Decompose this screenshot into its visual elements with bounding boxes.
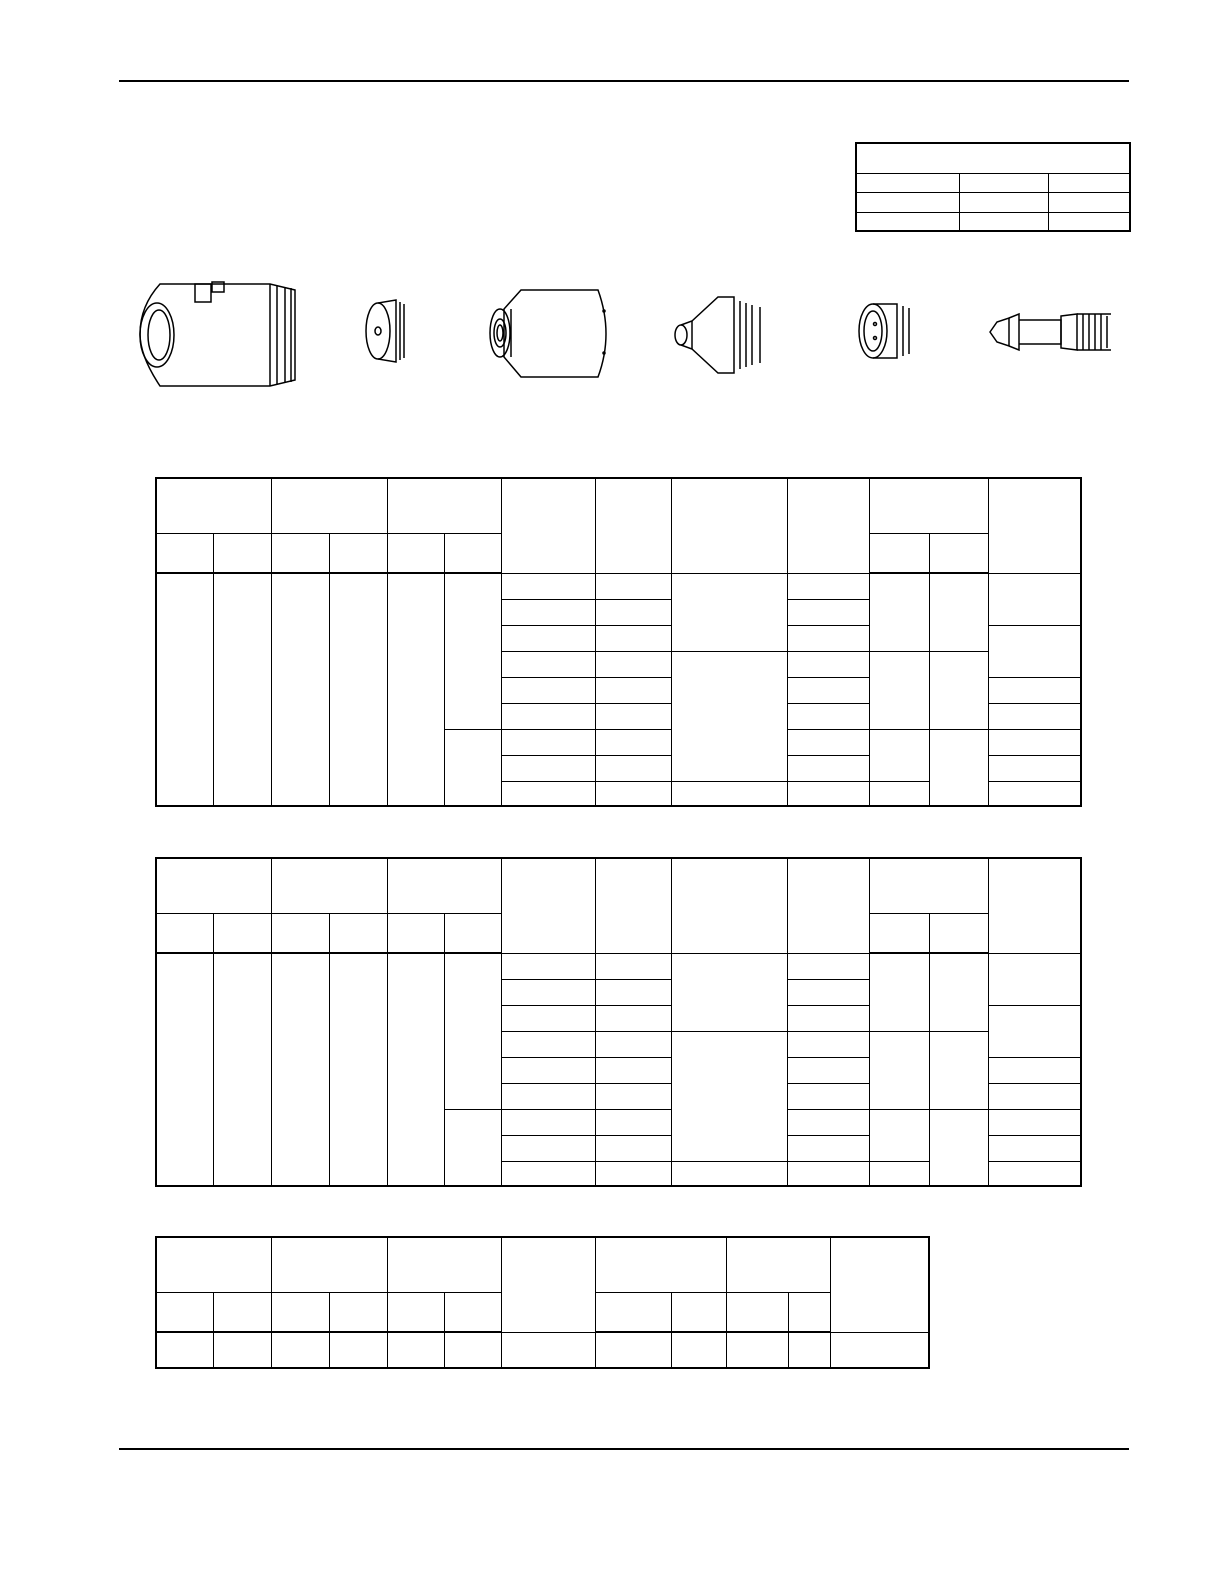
swirl-ring-drawing-icon [853,300,915,362]
header-cell [988,858,1081,953]
table-cell [988,625,1081,677]
table-cell [787,573,869,599]
table-cell [869,953,929,1031]
shield-insert-drawing-icon [364,296,410,366]
table-cell [988,755,1081,781]
header-cell [671,478,787,573]
table-cell [787,1005,869,1031]
subheader-cell [329,913,387,953]
table-cell [869,1031,929,1109]
table-cell [156,953,213,1186]
gas-table-cell [959,212,1048,231]
subheader-cell [387,533,444,573]
table-cell [271,1332,329,1368]
table-cell [787,755,869,781]
gas-table-cell [856,173,959,192]
header-cell [869,858,988,913]
table-cell [595,1031,671,1057]
table-cell [671,1161,787,1186]
header-cell [271,1237,387,1292]
table-cell [595,781,671,806]
table-cell [595,677,671,703]
header-cell [869,478,988,533]
subheader-cell [213,1292,271,1332]
table-cell [387,573,444,806]
subheader-cell [387,913,444,953]
header-cell [156,1237,271,1292]
subheader-cell [329,1292,387,1332]
table-cell [444,729,501,806]
table-cell [671,953,787,1031]
table-cell [444,1332,501,1368]
table-cell [726,1332,788,1368]
table-cell [988,1057,1081,1083]
header-cell [501,478,595,573]
table-cell [787,1057,869,1083]
table-cell [595,651,671,677]
subheader-cell [869,913,929,953]
table-cell [595,573,671,599]
header-cell [726,1237,830,1292]
subheader-cell [329,533,387,573]
table-cell [595,703,671,729]
table-cell [671,651,787,781]
subheader-cell [595,1292,671,1332]
subheader-cell [213,913,271,953]
header-cell [595,1237,726,1292]
table-cell [501,651,595,677]
cut-chart-table-1 [155,477,1082,807]
table-cell [787,1135,869,1161]
subheader-cell [156,913,213,953]
header-cell [595,858,671,953]
shield-part [135,276,305,392]
table-cell [595,599,671,625]
gas-table-cell [856,212,959,231]
subheader-cell [671,1292,726,1332]
table-cell [329,953,387,1186]
nozzle-part [672,293,768,377]
swirl-ring-part [853,300,915,362]
table-cell [501,953,595,979]
header-cell [271,478,387,533]
table-cell [501,625,595,651]
table-cell [787,1083,869,1109]
table-cell [869,1109,929,1161]
header-cell [501,858,595,953]
gas-table-cell [856,192,959,212]
table-cell [787,677,869,703]
header-cell [787,858,869,953]
table-cell [671,573,787,651]
table-cell [929,573,988,651]
table-cell [929,729,988,806]
footer-rule [119,1448,1129,1450]
subheader-cell [444,913,501,953]
table-cell [329,573,387,806]
table-cell [595,1332,671,1368]
table-cell [156,1332,213,1368]
table-cell [671,781,787,806]
electrode-part [987,308,1115,356]
subheader-cell [271,913,329,953]
table-cell [988,1161,1081,1186]
table-cell [787,703,869,729]
table-cell [988,1109,1081,1135]
header-cell [156,478,271,533]
table-cell [595,953,671,979]
table-cell [988,729,1081,755]
table-cell [595,1109,671,1135]
table-cell [501,781,595,806]
header-cell [387,858,501,913]
table-cell [213,573,271,806]
gas-table-cell [959,173,1048,192]
header-cell [830,1237,929,1332]
table-cell [387,953,444,1186]
table-cell [787,781,869,806]
gas-table-cell [959,192,1048,212]
electrode-drawing-icon [987,308,1115,356]
subheader-cell [929,533,988,573]
gas-table-cell [1048,192,1130,212]
table-cell [595,1083,671,1109]
table-cell [787,625,869,651]
table-cell [988,1005,1081,1057]
table-cell [787,729,869,755]
table-cell [271,953,329,1186]
header-cell [595,478,671,573]
table-cell [595,755,671,781]
table-cell [830,1332,929,1368]
retaining-cap-part [486,287,618,381]
table-cell [988,677,1081,703]
table-cell [869,1161,929,1186]
table-cell [988,953,1081,1005]
subheader-cell [444,1292,501,1332]
table-cell [501,729,595,755]
table-cell [501,703,595,729]
table-cell [929,1109,988,1186]
table-cell [787,953,869,979]
table-cell [929,651,988,729]
table-cell [595,1161,671,1186]
header-cell [387,1237,501,1292]
table-cell [869,729,929,781]
gas-table-title-cell [856,143,1130,173]
subheader-cell [271,533,329,573]
nozzle-drawing-icon [672,293,768,377]
shield-cap-drawing-icon [135,276,305,392]
subheader-cell [869,533,929,573]
table-cell [501,1135,595,1161]
table-cell [271,573,329,806]
subheader-cell [788,1292,830,1332]
table-cell [988,781,1081,806]
table-cell [787,1031,869,1057]
table-cell [988,1083,1081,1109]
table-cell [501,755,595,781]
table-cell [929,953,988,1031]
header-cell [787,478,869,573]
table-cell [501,1109,595,1135]
table-cell [213,953,271,1186]
table-cell [595,1057,671,1083]
table-cell [501,573,595,599]
table-cell [444,1109,501,1186]
table-cell [988,703,1081,729]
table-cell [595,729,671,755]
subheader-cell [156,533,213,573]
table-cell [501,599,595,625]
table-cell [595,625,671,651]
gas-table-cell [1048,212,1130,231]
subheader-cell [726,1292,788,1332]
table-cell [501,1083,595,1109]
table-cell [869,573,929,651]
table-cell [988,1135,1081,1161]
shield-insert-part [364,296,410,366]
table-cell [501,1057,595,1083]
table-cell [213,1332,271,1368]
table-cell [387,1332,444,1368]
subheader-cell [387,1292,444,1332]
subheader-cell [213,533,271,573]
cut-chart-table-2 [155,857,1082,1187]
subheader-cell [929,913,988,953]
header-cell [988,478,1081,573]
table-cell [501,677,595,703]
header-cell [156,858,271,913]
table-cell [787,1161,869,1186]
table-cell [929,1031,988,1109]
table-cell [501,1031,595,1057]
table-cell [671,1332,726,1368]
table-cell [444,573,501,729]
header-cell [387,478,501,533]
gas-table-cell [1048,173,1130,192]
table-cell [787,651,869,677]
table-cell [156,573,213,806]
subheader-cell [444,533,501,573]
table-cell [869,651,929,729]
table-cell [501,1332,595,1368]
header-cell [501,1237,595,1332]
header-cell [671,858,787,953]
table-cell [787,1109,869,1135]
table-cell [787,599,869,625]
table-cell [501,1161,595,1186]
subheader-cell [271,1292,329,1332]
cut-chart-table-3 [155,1236,930,1369]
gas-table [855,142,1131,232]
table-cell [788,1332,830,1368]
table-cell [501,979,595,1005]
subheader-cell [156,1292,213,1332]
table-cell [787,979,869,1005]
table-cell [869,781,929,806]
header-cell [271,858,387,913]
table-cell [595,1005,671,1031]
table-cell [671,1031,787,1161]
table-cell [444,953,501,1109]
table-cell [329,1332,387,1368]
retaining-cap-drawing-icon [486,287,618,381]
table-cell [595,1135,671,1161]
header-rule [119,80,1129,82]
table-cell [595,979,671,1005]
table-cell [501,1005,595,1031]
table-cell [988,573,1081,625]
